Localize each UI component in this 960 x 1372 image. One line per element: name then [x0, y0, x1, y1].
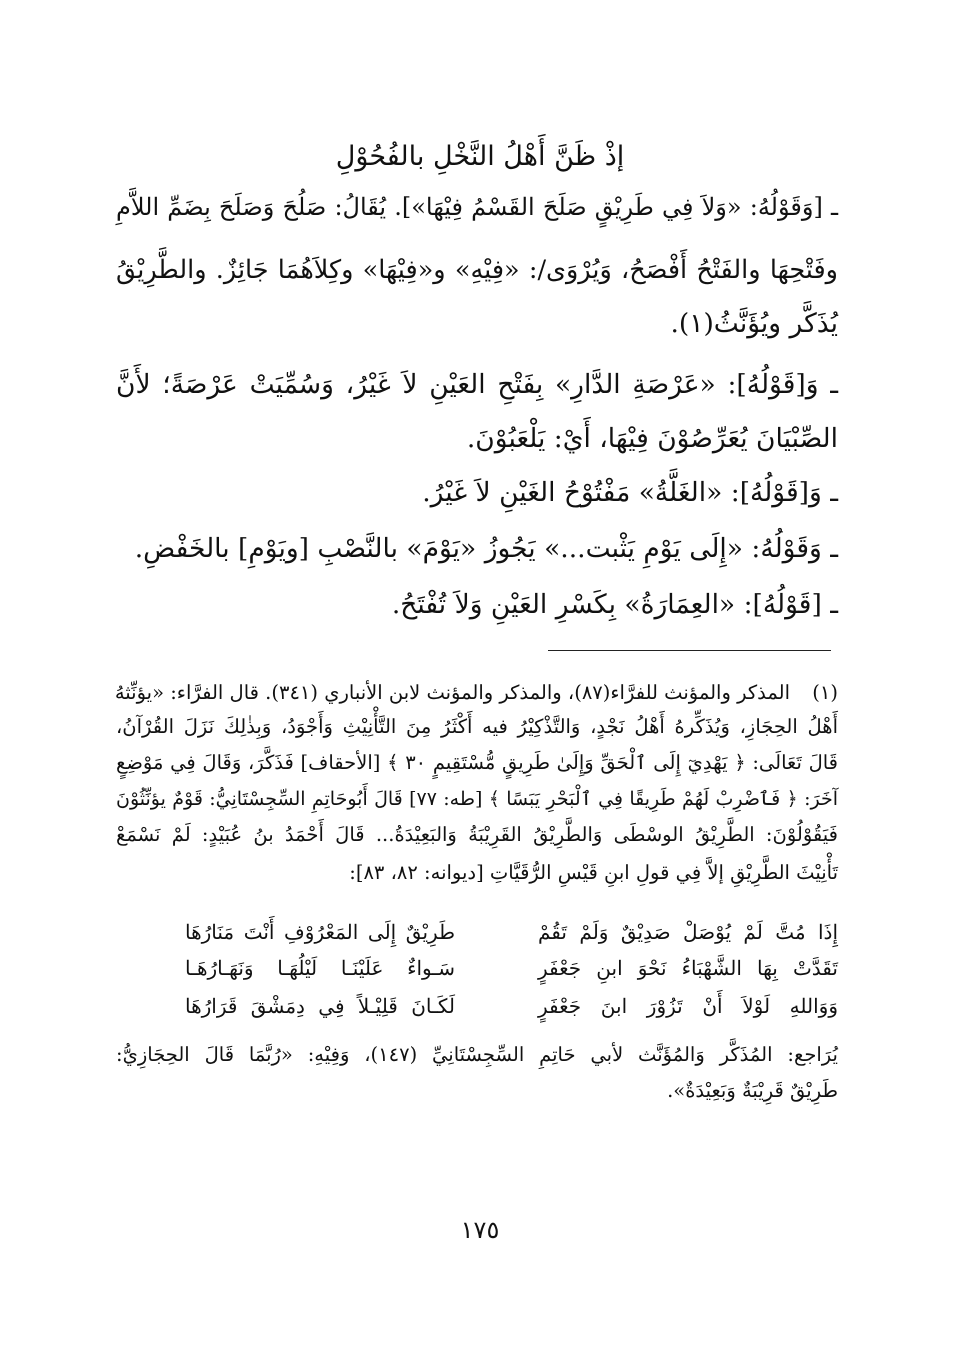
footnote-line: المذكر والمؤنث للفرَّاء(٨٧)، والمذكر والمؤنث لابن الأنباري (٣٤١). قال الفرَّاء: «يؤنِّثهُ — [114, 681, 790, 704]
poem-hemistich-first: إِذَا مُتَّ لَمْ يُوْصَلْ صَدِيْقٌ وَلَمْ تَقُمْ — [538, 920, 838, 944]
page-number: ١٧٥ — [460, 1216, 500, 1244]
main-text-line: ـ وَقَوْلُهُ: «إِلَى يَوْمِ يَثْبت...» يَجُوزُ «يَوْمَ» بالنَّصْبِ [ويَوْمِ] بالخَفْضِ. — [134, 533, 838, 564]
main-text-line: يُذَكَّر ويُؤَنَّثُ(١). — [670, 308, 838, 339]
poem-hemistich-second: لَكَـانَ قَلِيْـلاً فِي دِمَشْقَ قَرَارُهَا — [185, 994, 455, 1018]
footnote-line: طَرِيْقٌ قَرِيْبَةٌ وَبَعِيْدَةٌ». — [667, 1079, 838, 1102]
main-text-line: ـ [وَقَوْلُهُ: «وَلاَ فِي طَرِيْقٍ صَلَحَ القَسْمُ فِيْهَا»]. يُقَالُ: صَلُحَ وَصَلَحَ بِضَمِّ اللاَّمِ — [116, 193, 838, 221]
footnote-line: أَهْلُ الحِجَازِ، وَيُذَكِّرهُ أَهْلُ نَجْدٍ، وَالتَّذْكِيْرُ فيه أَكْثَرُ مِنَ التَّأْنِيْثِ وَأَجْوَدُ، وَبِذٰلِكَ نَزَلَ القُرْآنُ، — [116, 715, 838, 738]
footnote-line: آخَرَ: ﴿ فَٱضْرِبْ لَهُمْ طَرِيقًا فِي ٱلْبَحْرِ يَبَسًا ﴾ [طه: ٧٧] قَالَ أَبُوحَاتِمِ السِّجِسْتَانِيُّ: قَوْمٌ يؤنِّثُوْنَ — [116, 788, 838, 810]
main-text-line: وفَتْحِهَا والفَتْحُ أَفْصَحُ، وَيُرْوَى/: «فِيْهِ» و«فِيْهَا» وكِلاَهُمَا جَائِزٌ. والطَّرِيْقُ — [116, 255, 838, 285]
footnote-number: (١) — [812, 681, 838, 704]
main-text-line: ـ وَ[قَوْلُهُ]: «عَرْصَةِ الدَّارِ» بِفَتْحِ العَيْنِ لاَ غَيْرُ، وَسُمِّيَتْ عَرْصَةً؛ لأَنَّ — [116, 369, 838, 400]
main-text-line: ـ وَ[قَوْلُهُ]: «الغَلَّةُ» مَفْتُوْحُ الغَيْنِ لاَ غَيْرُ. — [422, 477, 838, 508]
footnote-line: تَأْنِيْثَ الطَّرِيْقِ إلاَّ فِي قولِ ابنِ قَيْسِ الرُّقَيَّاتِ [ديوانه: ٨٢، ٨٣]: — [349, 861, 838, 884]
poem-hemistich-first: تَقَدَّتْ بِهَا الشَّهْبَاءُ نَحْوَ ابنِ جَعْفَرٍ — [538, 956, 838, 980]
main-text-line: ـ [قَوْلُهُ]: «العِمَارَةُ» بِكَسْرِ العَيْنِ وَلاَ تُفْتَحُ. — [391, 589, 838, 620]
footnote-line: يُرَاجع: المُذَكَّر وَالمُؤَنَّث لأبي حَاتِمِ السِّجِسْتَانِيِّ (١٤٧)، وَفِيْهِ: «رُبَّمَا قَالَ الحِجَازِيُّ: — [116, 1043, 838, 1066]
footnote-line: قَالَ تَعَالَى: ﴿ يَهْدِيٓ إِلَى ٱلْحَقِّ وَإِلَىٰ طَرِيقٍ مُّسْتَقِيمٍ ٣٠ ﴾ [الأحقاف] فَذَكَّرَ، وَقَالَ فِي مَوْضِعٍ — [116, 751, 838, 774]
poem-hemistich-second: طَرِيْقٌ إِلَى المَعْرُوْفِ أَنْتَ مَنَارُهَا — [185, 920, 455, 944]
footnote-separator — [548, 650, 831, 651]
footnote-line: فَيَقُوْلُوْنَ: الطَّرِيْقُ الوسْطَى وَالطَّرِيْقُ القَرِيْبَةُ وَالبَعِيْدَةُ... قَالَ أَحْمَدُ بنُ عُبَيْدٍ: لَمْ نَسْمَعْ — [116, 823, 838, 846]
verse-line: إذْ ظَنَّ أَهْلُ النَّخْلِ بالفُحُوْلِ — [335, 141, 625, 172]
main-text-line: الصِّبْيَانَ يُعَرِّصُوْنَ فِيْهَا، أَيْ: يَلْعَبُوْنَ. — [466, 423, 838, 454]
poem-hemistich-second: سَـواءٌ عَلَيْنَـا لَيْلُهَـا وَنَهَـارُهَـا — [185, 956, 455, 980]
poem-hemistich-first: وَوَاللهِ لَوْلاَ أَنْ تَزُوْرَ ابنَ جَعْفَرٍ — [538, 994, 838, 1018]
